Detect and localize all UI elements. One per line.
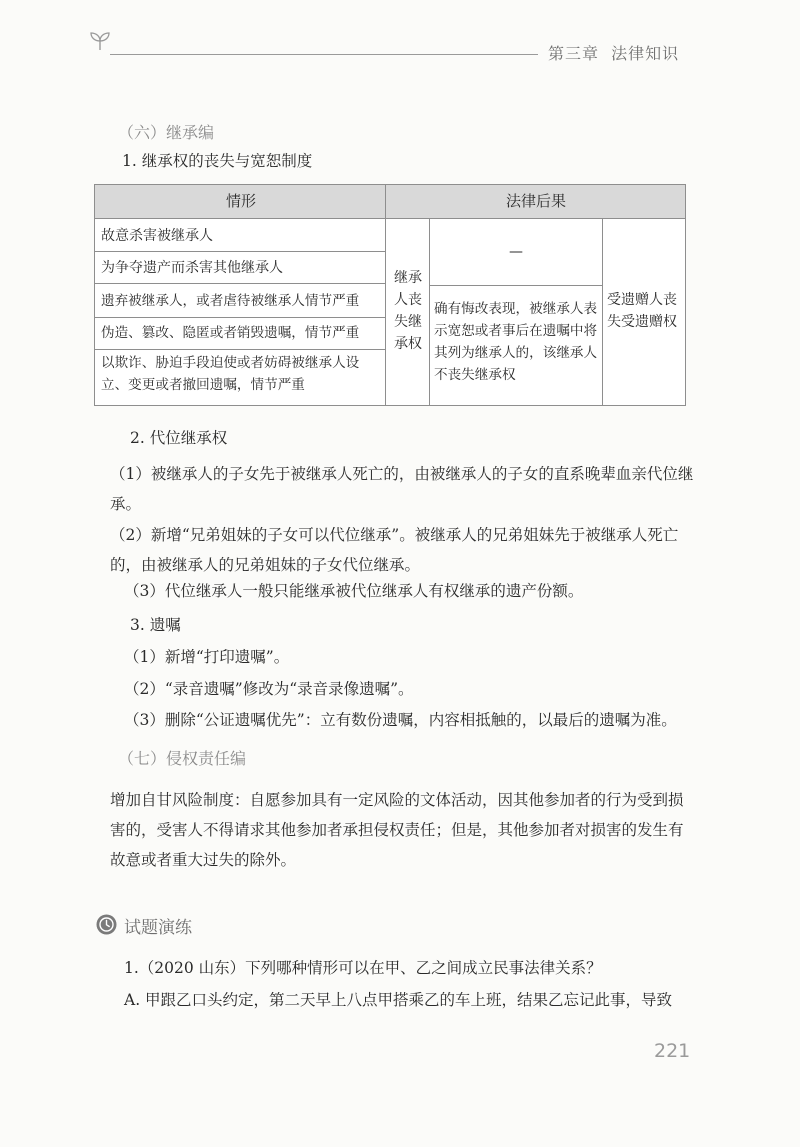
table-row: 以欺诈、胁迫手段迫使或者妨碍被继承人设立、变更或者撤回遗嘱，情节严重 [101, 355, 360, 393]
table-row: 伪造、篡改、隐匿或者销毁遗嘱，情节严重 [101, 325, 360, 341]
table-row: 为争夺遗产而杀害其他继承人 [101, 260, 283, 276]
paragraph: （1）新增“打印遗嘱”。 [124, 648, 290, 666]
clock-icon [96, 914, 117, 935]
subheading-will: 3. 遗嘱 [130, 616, 181, 634]
option-a: A. 甲跟乙口头约定，第二天早上八点甲搭乘乙的车上班，结果乙忘记此事，导致 [124, 991, 673, 1009]
question-1: 1.（2020 山东）下列哪种情形可以在甲、乙之间成立民事法律关系？ [124, 959, 602, 977]
table-row: 故意杀害被继承人 [101, 228, 213, 244]
paragraph: 增加自甘风险制度：自愿参加具有一定风险的文体活动，因其他参加者的行为受到损害的，受害人不得请求其他参加者承担侵权责任；但是，其他参加者对损害的发生有故意或者重大过失的除外。 [110, 791, 684, 869]
section-heading-inheritance: （六）继承编 [118, 123, 215, 142]
table-header-consequence: 法律后果 [387, 185, 685, 219]
consequence-lose-right: 继承人丧失继承权 [394, 270, 422, 352]
subheading-subrogation: 2. 代位继承权 [130, 429, 228, 447]
paragraph: （3）删除“公证遗嘱优先”：立有数份遗嘱，内容相抵触的，以最后的遗嘱为准。 [124, 711, 677, 729]
inheritance-table [94, 184, 686, 406]
forgiveness-cell: 确有悔改表现，被继承人表示宽恕或者事后在遗嘱中将其列为继承人的，该继承人不丧失继承权 [434, 301, 598, 383]
chapter-heading [548, 41, 679, 64]
legatee-cell: 受遗赠人丧失受遗赠权 [607, 292, 677, 330]
header-rule [110, 54, 538, 55]
practice-heading: 试题演练 [124, 918, 192, 938]
sprout-icon [88, 28, 112, 52]
paragraph: （3）代位继承人一般只能继承被代位继承人有权继承的遗产份额。 [124, 582, 584, 600]
paragraph: （1）被继承人的子女先于被继承人死亡的，由被继承人的子女的直系晚辈血亲代位继承。 [110, 465, 694, 513]
chapter-title: 法律知识 [611, 44, 680, 63]
paragraph: （2）新增“兄弟姐妹的子女可以代位继承”。被继承人的兄弟姐妹先于被继承人死亡的，由被继承人的兄弟姐妹的子女代位继承。 [110, 526, 679, 574]
table-header-situation: 情形 [95, 185, 387, 219]
table-row: 遗弃被继承人，或者虐待被继承人情节严重 [101, 293, 360, 309]
dash-cell: — [509, 244, 523, 260]
paragraph: （2）“录音遗嘱”修改为“录音录像遗嘱”。 [124, 680, 414, 698]
page-number: 221 [654, 1040, 691, 1062]
section-heading-tort: （七）侵权责任编 [118, 749, 247, 768]
chapter-number: 第三章 [548, 44, 600, 63]
subheading-loss-forgiveness: 1. 继承权的丧失与宽恕制度 [122, 152, 313, 170]
